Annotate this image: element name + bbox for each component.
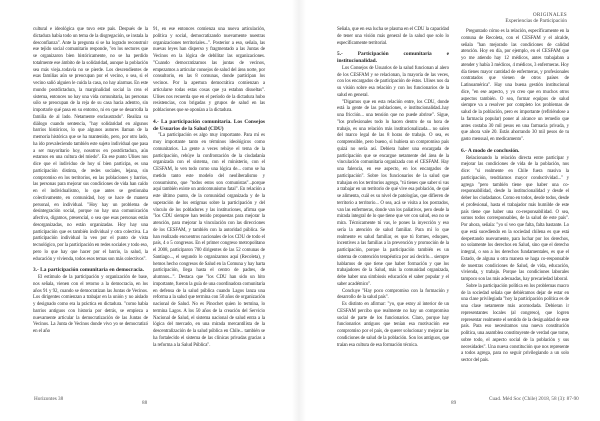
- paragraph: Sobre la participación política en los problemas macro de la sociedad señala que debiéramos dejar de estar en una clase privilegiada "hoy la participación política es de una clase netamente más acomodada. Debieran ir representantes locales (al congreso), que logren representar realmente el sentido de la desigualdad de este país. Para eso necesitamos una nueva constitución política, una asamblea constituyente de verdad que tome, sobre todo, el aspecto social de la población y sus necesidades". Una nueva constitución que nos represente a todos agrega, para no seguir privilegiando a un solo sector del país.: [461, 283, 569, 363]
- page-number-right: 89: [451, 400, 457, 406]
- paragraph: Preguntado cómo es la relación, específicamente en la comuna de Recoleta, con el CESFAM y el alcalde, señala "han mejorado las condiciones de calidad atención. Hoy en día, por ejemplo, en el CESFAM que yo me atiendo hay 12 médicos, antes trabajaban a atender y había 3 médicos, 4 médicos, 3 enfermeras. Hoy día tienes mayor cantidad de enfermeras, y profesionales contratados que vienen de otros países de Latinoamérica". Hay una buena gestión institucional dice, "en ese aspecto, y yo creo que en muchos otros aspectos también. O sea, formar equipos de salud siempre va a resolver por completo los problemas de salud de la población, pero es importante (refiriéndose a la farmacia popular) poner al alcance un remedio que antes costaba 30 mil pesos en una farmacia privada, y que ahora vale 20. Estás ahorrando 30 mil pesos de tu gasto mensual, en medicamento".: [461, 29, 569, 142]
- section-heading: 4.- La participación comunitaria. Los Consejos de Usuarios de la Salud (CDU): [153, 118, 265, 132]
- running-header: [505, 12, 567, 24]
- paragraph: cultural e ideológica que tuvo este país. Después de la dictadura había todo un tema de la disgregación, se instala la desconfianza". Ante la pregunta si se ha logrado reconstruir ese tejido social comunitario responde, "en los sectores que se organizaron bien históricamente, no se ha perdido totalmente ese ámbito de la solidaridad, aunque la población sea más vieja..todavía no se pierde. Los descendientes de esas familias aún se preocupan por el vecino, o sea, si el vecino salió alguien le cuida la casa, no hay alarmas. En este mundo postdictadura, la marginalidad social la crea el sistema, entonces no hay una vida comunitaria, las personas sólo se preocupan de la reja de su casa hacia adentro, sin importarle qué pasa en su entorno, ni en que se desarrolla la familia de al lado. Netamente enclaustrado". Realiza su diálogo cuando sentencia, "hay solidaridad en algunos barrios históricos, lo que algunos autores llaman de la memoria histórica que se ha mantenido, pero, por otro lado, ha ido prevaleciendo también este sujeto individual que pasa a ser mayoritario hoy, nosotros en postdictadura, aún estamos en una cultura del miedo". En ese punto Ulises nos dice que el individuo de hoy sí bien participa, es una participación distinta, de redes sociales, lejana, sin compromiso en los territorios, en las poblaciones y barrios, las personas para mejorar sus condiciones de vida han caído en el individualismo, lo que antes se gestionaba colectivamente, en comunidad, hoy se hace de manera personal, en individual. "Hoy hay un problema de desintegración social, porque no hay una comunicación afectiva, digamos, presencial, o sea que esas personas están desorganizadas, no están organizadas. Hoy hay una participación que es también individual y otra colectiva. La participación individual la veo por el punto de vista tecnológico, por la participación en redes sociales y todo eso, pero lo que hay que hacer por el barrio, la salud, la educación y vivienda, todos esos temas son más colectivos".: [33, 27, 148, 262]
- paragraph: El estímulo de la participación y organización de base, nos señala, vienen con el retorno a la democracia, en los años 91 y 92, cuando se democratizan las Juntas de Vecinos. Los dirigentes comienzan a trabajar en la unión y no aislado y designado como era la práctica en dictadura. "como había barrios antiguos con historia por detrás, se empieza a nuevamente articular la democratización de las Juntas de Vecinos. La Junta de Vecinos donde vivo yo se democratizó en el año: [33, 275, 148, 334]
- paragraph: Es distinto en afirmar: "yo, que estoy al interior de un CESFAM percibo que realmente no hay un compromiso social de parte de los funcionarios. Claro, porque hay funcionarios antiguos que tenían esa motivación ese compromiso por el país, de querer solucionar y mejorar las condiciones de salud de la población. Son los antiguos, que traían esa cultura de esa formación técnica.: [337, 302, 449, 348]
- paragraph: "Digamos que en esta relación entre, los CDU, donde está la gente de las poblaciones, e institucionalidad..hay una fricción... una tensión que no puede abrirse". Sigue, "los profesionales todo lo hacen dentro de su hora de trabajo, es una relación más institucionalizada... no salen del marco legal de las 8 horas de trabajo. O sea, es comprensible, pero bueno, si hubiera un compromiso país quizá no sería así. Debiera haber una encargada de participación que se encargue netamente del área de la vinculación comunitaria organizada con el CESFAM. Hay una falencia, en ese aspecto, en los encargados de participación". Sobre los funcionarios de la salud que trabajan en los territorios agrega, "tú tienes que saber si vas a trabajar en un territorio de qué vive esa población, de qué se alimenta, cuál es su nivel de patologías, que difieren de territorio a territorio... O sea, acá se visita a los postrados, van las enfermeras, donde van los paliativos, pero desde la mirada integral de lo que tiene que ver con salud, eso no se mira. Técnicamente tú vas, le pones la inyección y eso sería la atención de salud familiar. Para mí lo que realmente es salud familiar, es que tú formes, eduques, incentives a las familias a la prevención y promoción de la participación, porque la participación también es un sistema de contención terapéutica por así decirlo... siempre hablamos de que tiene que haber formación y que los trabajadores de la Salud, más la comunidad organizada, debe haber una simbiosis educación el saber popular y el saber académico".: [337, 99, 449, 287]
- text-column-1: [33, 27, 148, 336]
- text-column-2: [153, 27, 265, 349]
- section-heading: 5.- Participación comunitaria e institucionalidad.: [337, 51, 449, 64]
- footer-left-label: Horizontes 38: [34, 396, 64, 402]
- section-heading: 3.- La participación comunitaria en democracia.: [33, 267, 144, 274]
- footer-citation: Cuad. Méd Soc (Chile) 2018, 58 (3): 87-90: [489, 396, 579, 402]
- paragraph: Relacionando la relación directa entre participar y mejorar las condiciones de vida de la población, nos dice: "si realmente en Chile fuera masiva la participación, tendríamos mayor conductividad..." y agrega "pero también tiene que haber una co-responsabilidad, desde la institucionalidad y desde el deber los ciudadanos. Como en todos, desde todos, desde el profesional, hasta el trabajador más humilde de este país tiene que haber una co-responsabilidad. O sea, somos todos corresponsables, de la salud de este país". Por ahora, señala: "yo sí veo que falta, falta bastante. Lo que está sucediendo en la sociedad chilena es que está despertando nuevamente, para luchar por los derechos, no solamente los derechos en Salud, sino que el derecho integral, o sea a los derechos fundamentales, es que el Estado, de alguna u otra manera se haga co-responsable de nuestras condiciones de Salud, de vida, educación, vivienda, y trabajo. Porque las condiciones laborales tampoco son las más adecuadas, hay precariedad laboral.: [461, 155, 569, 282]
- paragraph: Concluye "Hay poco compromiso con la formación y desarrollo de la salud país".: [337, 288, 449, 301]
- text-column-4: [461, 29, 569, 365]
- page-gutter: [292, 0, 306, 421]
- page-number-left: 88: [142, 400, 148, 406]
- paragraph: 91, en ese entonces comienza una nueva articulación, política y social, democratizando nuevamente nuestras organizaciones territoriales...". Posterior a eso, señala, las nuevas leyes han disperso y fragmentado a las Juntas de Vecinos en la lógica de debilitar las organizaciones. "Cuando democratizamos las juntas de vecinos, empezamos a articular consejos de salud del área norte, por consultorio, en las 8 comunas, donde participan los vecinos. Por la apertura democrática comienzan a articularse todas estas cosas que ya estaban disueltas". Ulises nos recuerda que en el período de la dictadura hubo resistencias, con brigadas y grupos de salud en las poblaciones que se oponían a la dictadura.: [153, 27, 265, 113]
- paragraph: Los Consejos de Usuarios de la salud funcionan al alero de los CESFAM y se relacionan, la mayoría de las veces, con los encargados de participación de éstos. Ulises nos da su visión sobre esa relación y con los funcionarios de la salud en general.: [337, 65, 449, 98]
- header-subsection: Experiencias de Participación: [505, 18, 567, 24]
- text-column-3: [337, 27, 449, 349]
- section-heading: 6.- A modo de conclusión.: [461, 147, 520, 154]
- paragraph: Señala, que en esa lucha se plasma en el CDU la capacidad de tener una visión más general de la salud que solo lo específicamente territorial.: [337, 27, 449, 46]
- header-section: ORIGINALES: [532, 12, 567, 18]
- paragraph: "La participación es algo muy importante. Para mí es muy importante tanto en términos ideológicos como comunitarios. La gente a veces rehúye el tema de la participación, rehúye la confrontación de la ciudadanía organizada con el sistema, con el ministerio, con el CESFAM, lo ven todo como una lógica de... como se ha metido tanto este modelo del neoliberalismo y consumismo, que "todos estos son comunistas"...porque aquí también existe un anticomunismo fatal". En relación a este último punto, de la comunidad organizada y de la superación de los estigmas sobre la participación y del vínculo de los pobladores y las instituciones, afirma que "los CDU siempre han tenido propuestas para mejorar la atención, para mejorar la vinculación con las direcciones de los CESFAM, y también con la autoridad pública. Se han realizado encuentros nacionales de los CDU de todo el país, 4 o 5 congresos. En el primer congreso metropolitano el 2008, participaron 700 dirigentes de las 52 comunas de Santiago..., el segundo lo organizamos aquí (Recoleta), y hemos hecho congresos de Salud en la Comuna y hay harta participación, llega hasta el centro de padres, de alumnos...". Destaca que "los CDU han sido un hito importante, fueron la guía de una coordinadora comunitaria en defensa de la salud pública cuando Lagos lanza una reforma a la salud que termina con 50 años de organización nacional de Salud. No es Pinochet quien lo termina, lo termina Lagos. A los 50 años de la creación del Servicio Nacional de Salud, el sistema nacional de salud entra a la lógica del mercado, en una mirada mercantilista de la descentralización de la salud pública en Chile... también se ha fortalecido el sistema de las clínicas privadas gracias a la reforma a la Salud Pública".: [153, 133, 265, 348]
